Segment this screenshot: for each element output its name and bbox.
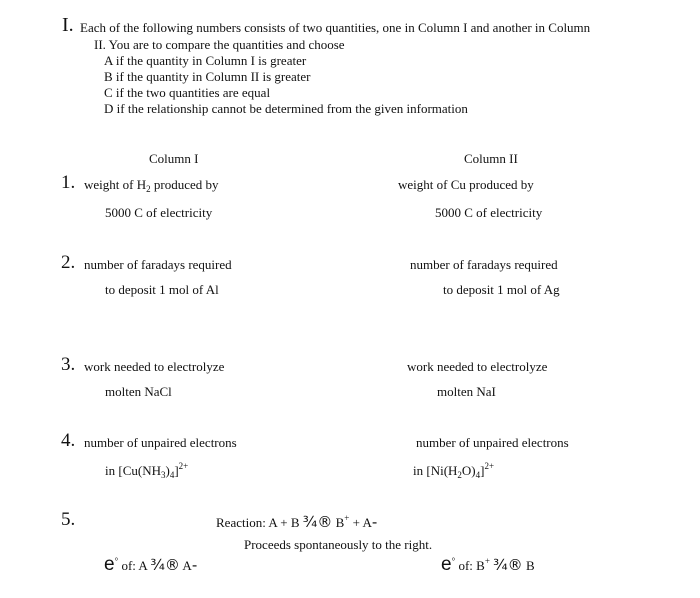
right-arrow-glyph: ¾®: [493, 556, 523, 574]
q5-reaction: Reaction: A + B ¾® B+ + A-: [216, 513, 378, 531]
column-2-header: Column II: [464, 151, 518, 166]
question-2-number: 2.: [61, 252, 76, 273]
q4-col2-line2: in $[Ni(H_2O)_4]^{2+}$: [413, 461, 495, 480]
option-a: A if the quantity in Column I is greater: [104, 53, 307, 68]
question-1-number: 1.: [61, 172, 76, 193]
q3-col2-line1: work needed to electrolyze: [407, 359, 548, 374]
question-4-number: 4.: [61, 430, 76, 451]
option-d: D if the relationship cannot be determined from the given information: [104, 101, 468, 116]
q1-col1-line2: 5000 C of electricity: [105, 205, 213, 220]
option-c: C if the two quantities are equal: [104, 85, 271, 100]
q2-col2-line1: number of faradays required: [410, 257, 558, 272]
q3-col1-line2: molten NaCl: [105, 384, 172, 399]
q1-col1-line1: weight of $H_2$ produced by: [84, 177, 219, 194]
question-3-number: 3.: [61, 354, 76, 375]
q2-col1-line2: to deposit 1 mol of Al: [105, 282, 219, 297]
q3-col2-line2: molten NaI: [437, 384, 496, 399]
left-arrow-glyph: ¾®: [150, 556, 180, 574]
intro-line-2: II. You are to compare the quantities and choose: [94, 37, 345, 52]
q5-right-potential: e° of: B+ ¾® B: [441, 554, 535, 575]
q5-left-potential: e° of: A ¾® A-: [104, 554, 198, 575]
q4-col1-line2: in $[Cu(NH_3)_4]^{2+}$: [105, 461, 189, 480]
column-1-header: Column I: [149, 151, 199, 166]
question-5-number: 5.: [61, 509, 76, 530]
roman-numeral: I.: [62, 14, 74, 36]
option-b: B if the quantity in Column II is greater: [104, 69, 311, 84]
q1-col2-line2: 5000 C of electricity: [435, 205, 543, 220]
intro-line-1: Each of the following numbers consists of two quantities, one in Column I and another in Column: [80, 20, 591, 35]
q3-col1-line1: work needed to electrolyze: [84, 359, 225, 374]
q2-col1-line1: number of faradays required: [84, 257, 232, 272]
q4-col2-line1: number of unpaired electrons: [416, 435, 569, 450]
q2-col2-line2: to deposit 1 mol of Ag: [443, 282, 560, 297]
q1-col2-line1: weight of Cu produced by: [398, 177, 534, 192]
reaction-arrow-glyph: ¾®: [302, 513, 333, 531]
q5-proceeds-text: Proceeds spontaneously to the right.: [244, 537, 433, 552]
q4-col1-line1: number of unpaired electrons: [84, 435, 237, 450]
